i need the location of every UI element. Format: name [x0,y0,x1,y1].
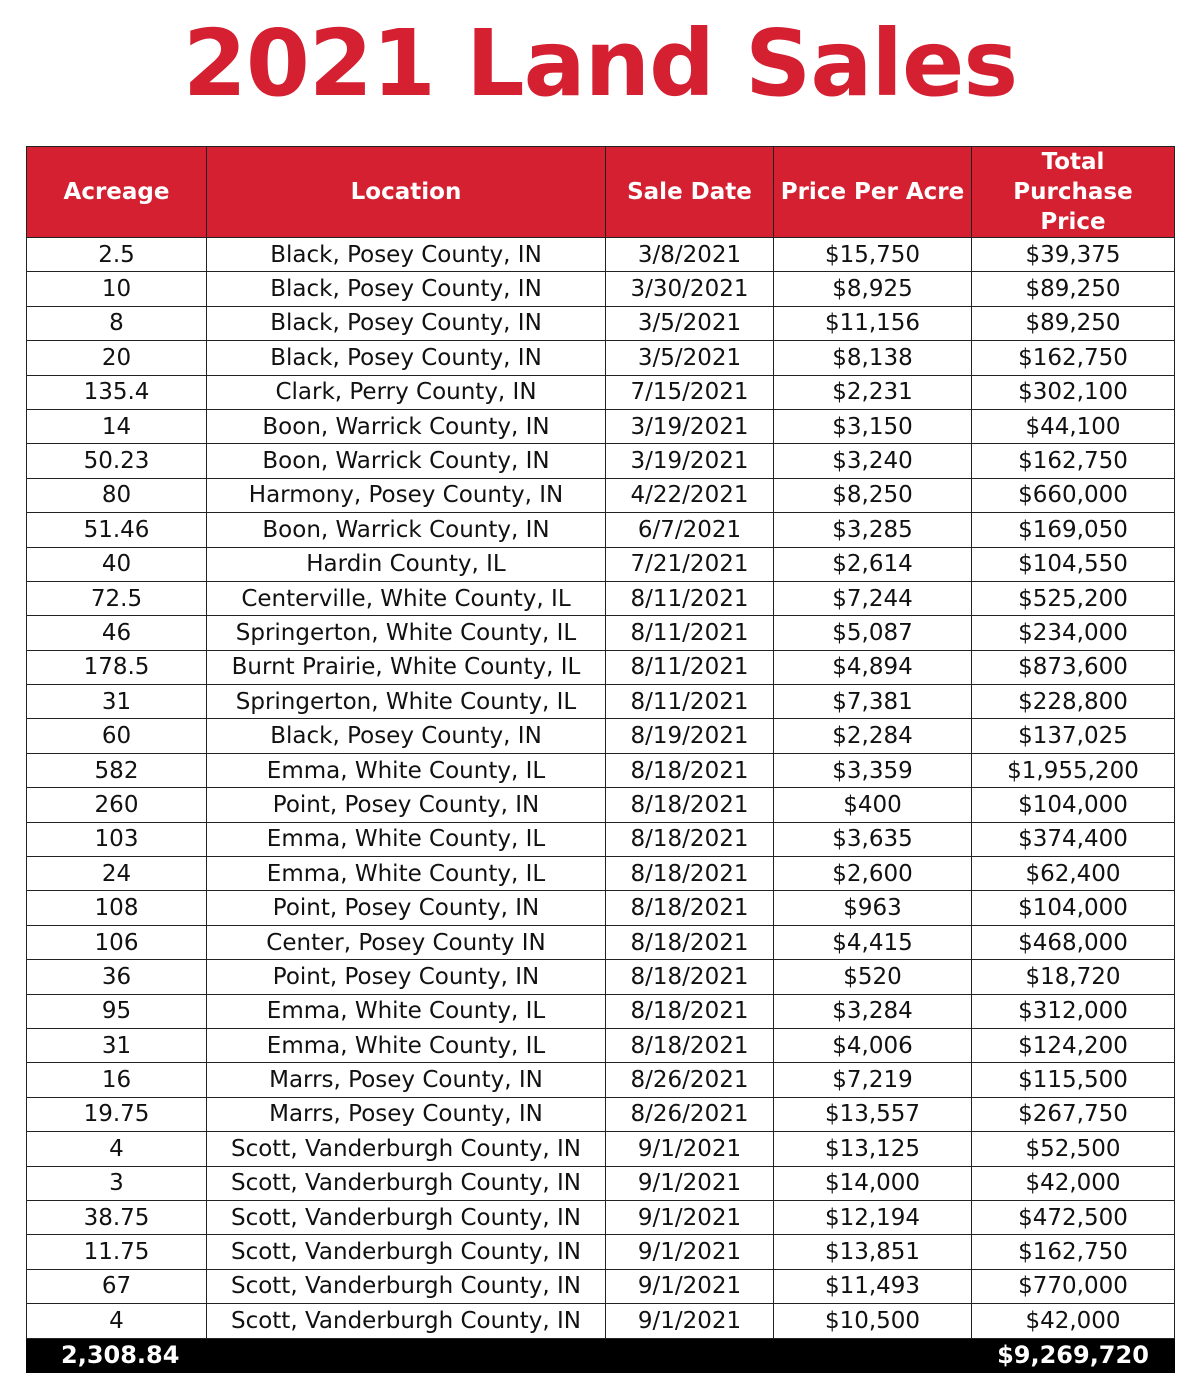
cell-acreage: 46 [27,616,207,650]
total-blank-cell [774,1338,972,1372]
cell-total-purchase-price: $137,025 [972,719,1175,753]
table-row [27,960,1175,994]
cell-location: Emma, White County, IL [207,753,606,787]
cell-price-per-acre: $5,087 [774,616,972,650]
cell-location: Scott, Vanderburgh County, IN [207,1200,606,1234]
cell-sale-date: 3/19/2021 [606,409,774,443]
cell-price-per-acre: $3,285 [774,513,972,547]
table-row [27,891,1175,925]
cell-price-per-acre: $2,614 [774,547,972,581]
cell-acreage: 31 [27,685,207,719]
cell-total-purchase-price: $89,250 [972,306,1175,340]
cell-price-per-acre: $3,635 [774,822,972,856]
cell-acreage: 72.5 [27,581,207,615]
table-row [27,547,1175,581]
cell-sale-date: 8/26/2021 [606,1097,774,1131]
cell-acreage: 8 [27,306,207,340]
table-row [27,272,1175,306]
cell-acreage: 20 [27,341,207,375]
cell-location: Scott, Vanderburgh County, IN [207,1166,606,1200]
cell-sale-date: 8/11/2021 [606,650,774,684]
table-row [27,306,1175,340]
cell-location: Point, Posey County, IN [207,891,606,925]
cell-sale-date: 8/26/2021 [606,1063,774,1097]
cell-price-per-acre: $520 [774,960,972,994]
cell-location: Emma, White County, IL [207,822,606,856]
cell-acreage: 80 [27,478,207,512]
cell-total-purchase-price: $234,000 [972,616,1175,650]
cell-price-per-acre: $3,359 [774,753,972,787]
table-row [27,822,1175,856]
header-location: Location [207,147,606,238]
cell-acreage: 24 [27,857,207,891]
table-row [27,753,1175,787]
cell-total-purchase-price: $228,800 [972,685,1175,719]
cell-total-purchase-price: $18,720 [972,960,1175,994]
cell-total-purchase-price: $104,000 [972,891,1175,925]
table-row [27,1166,1175,1200]
cell-location: Center, Posey County IN [207,925,606,959]
table-row [27,994,1175,1028]
cell-total-purchase-price: $115,500 [972,1063,1175,1097]
cell-acreage: 51.46 [27,513,207,547]
cell-sale-date: 8/18/2021 [606,994,774,1028]
table-body [27,238,1175,1339]
cell-acreage: 178.5 [27,650,207,684]
cell-sale-date: 3/19/2021 [606,444,774,478]
cell-total-purchase-price: $770,000 [972,1269,1175,1303]
cell-sale-date: 8/18/2021 [606,857,774,891]
cell-location: Emma, White County, IL [207,857,606,891]
cell-sale-date: 8/11/2021 [606,685,774,719]
cell-location: Scott, Vanderburgh County, IN [207,1304,606,1338]
table-row [27,925,1175,959]
table-row [27,1200,1175,1234]
cell-sale-date: 3/8/2021 [606,238,774,272]
cell-acreage: 14 [27,409,207,443]
cell-total-purchase-price: $660,000 [972,478,1175,512]
cell-price-per-acre: $4,894 [774,650,972,684]
cell-total-purchase-price: $267,750 [972,1097,1175,1131]
cell-price-per-acre: $2,284 [774,719,972,753]
table-row [27,444,1175,478]
cell-acreage: 36 [27,960,207,994]
cell-sale-date: 8/18/2021 [606,1028,774,1062]
cell-price-per-acre: $10,500 [774,1304,972,1338]
cell-sale-date: 3/30/2021 [606,272,774,306]
cell-location: Burnt Prairie, White County, IL [207,650,606,684]
cell-price-per-acre: $400 [774,788,972,822]
cell-acreage: 95 [27,994,207,1028]
cell-location: Harmony, Posey County, IN [207,478,606,512]
cell-acreage: 4 [27,1132,207,1166]
cell-price-per-acre: $13,851 [774,1235,972,1269]
cell-sale-date: 9/1/2021 [606,1132,774,1166]
cell-total-purchase-price: $162,750 [972,341,1175,375]
land-sales-table [26,146,1175,1373]
cell-price-per-acre: $7,244 [774,581,972,615]
cell-price-per-acre: $3,240 [774,444,972,478]
cell-total-purchase-price: $162,750 [972,1235,1175,1269]
total-acreage: 2,308.84 [27,1338,207,1372]
table-row [27,1132,1175,1166]
cell-location: Springerton, White County, IL [207,685,606,719]
cell-price-per-acre: $963 [774,891,972,925]
cell-total-purchase-price: $42,000 [972,1166,1175,1200]
cell-sale-date: 3/5/2021 [606,341,774,375]
cell-price-per-acre: $11,156 [774,306,972,340]
cell-sale-date: 8/11/2021 [606,616,774,650]
cell-sale-date: 8/18/2021 [606,788,774,822]
table-row [27,341,1175,375]
cell-price-per-acre: $13,557 [774,1097,972,1131]
cell-location: Marrs, Posey County, IN [207,1097,606,1131]
cell-sale-date: 8/18/2021 [606,960,774,994]
cell-sale-date: 9/1/2021 [606,1200,774,1234]
cell-acreage: 50.23 [27,444,207,478]
cell-price-per-acre: $3,150 [774,409,972,443]
cell-total-purchase-price: $374,400 [972,822,1175,856]
cell-acreage: 11.75 [27,1235,207,1269]
header-row [27,147,1175,238]
cell-price-per-acre: $12,194 [774,1200,972,1234]
cell-total-purchase-price: $525,200 [972,581,1175,615]
cell-location: Clark, Perry County, IN [207,375,606,409]
cell-sale-date: 9/1/2021 [606,1269,774,1303]
cell-location: Emma, White County, IL [207,1028,606,1062]
cell-location: Point, Posey County, IN [207,960,606,994]
cell-acreage: 2.5 [27,238,207,272]
cell-price-per-acre: $4,415 [774,925,972,959]
cell-acreage: 4 [27,1304,207,1338]
cell-total-purchase-price: $873,600 [972,650,1175,684]
table-row [27,513,1175,547]
cell-location: Boon, Warrick County, IN [207,513,606,547]
cell-price-per-acre: $8,925 [774,272,972,306]
cell-sale-date: 8/18/2021 [606,822,774,856]
table-row [27,719,1175,753]
cell-sale-date: 7/21/2021 [606,547,774,581]
cell-sale-date: 8/18/2021 [606,891,774,925]
cell-sale-date: 9/1/2021 [606,1166,774,1200]
cell-acreage: 60 [27,719,207,753]
cell-acreage: 38.75 [27,1200,207,1234]
cell-acreage: 10 [27,272,207,306]
cell-acreage: 31 [27,1028,207,1062]
cell-sale-date: 8/18/2021 [606,753,774,787]
cell-price-per-acre: $3,284 [774,994,972,1028]
table-row [27,581,1175,615]
cell-price-per-acre: $14,000 [774,1166,972,1200]
cell-acreage: 3 [27,1166,207,1200]
cell-total-purchase-price: $44,100 [972,409,1175,443]
total-purchase-price: $9,269,720 [972,1338,1175,1372]
cell-total-purchase-price: $104,000 [972,788,1175,822]
cell-acreage: 67 [27,1269,207,1303]
page-title: 2021 Land Sales [182,10,1018,117]
header-total-purchase-price: Total Purchase Price [972,147,1175,238]
cell-total-purchase-price: $124,200 [972,1028,1175,1062]
totals-row [27,1338,1175,1372]
table-row [27,1269,1175,1303]
cell-total-purchase-price: $468,000 [972,925,1175,959]
total-blank-cell [606,1338,774,1372]
table-row [27,375,1175,409]
table-row [27,650,1175,684]
header-price-per-acre: Price Per Acre [774,147,972,238]
cell-sale-date: 9/1/2021 [606,1235,774,1269]
cell-price-per-acre: $13,125 [774,1132,972,1166]
cell-price-per-acre: $7,219 [774,1063,972,1097]
cell-price-per-acre: $11,493 [774,1269,972,1303]
cell-location: Black, Posey County, IN [207,306,606,340]
cell-acreage: 103 [27,822,207,856]
cell-sale-date: 8/18/2021 [606,925,774,959]
cell-acreage: 108 [27,891,207,925]
cell-acreage: 582 [27,753,207,787]
cell-sale-date: 8/19/2021 [606,719,774,753]
cell-sale-date: 4/22/2021 [606,478,774,512]
table-row [27,616,1175,650]
cell-total-purchase-price: $89,250 [972,272,1175,306]
cell-location: Centerville, White County, IL [207,581,606,615]
cell-total-purchase-price: $169,050 [972,513,1175,547]
table-row [27,1028,1175,1062]
cell-sale-date: 3/5/2021 [606,306,774,340]
cell-total-purchase-price: $162,750 [972,444,1175,478]
cell-price-per-acre: $7,381 [774,685,972,719]
table-row [27,409,1175,443]
cell-total-purchase-price: $312,000 [972,994,1175,1028]
table-row [27,1063,1175,1097]
cell-sale-date: 8/11/2021 [606,581,774,615]
total-blank-cell [207,1338,606,1372]
cell-location: Point, Posey County, IN [207,788,606,822]
table-row [27,788,1175,822]
cell-location: Scott, Vanderburgh County, IN [207,1132,606,1166]
cell-total-purchase-price: $1,955,200 [972,753,1175,787]
cell-location: Boon, Warrick County, IN [207,409,606,443]
cell-sale-date: 7/15/2021 [606,375,774,409]
table-row [27,1235,1175,1269]
table-row [27,685,1175,719]
header-acreage: Acreage [27,147,207,238]
cell-location: Hardin County, IL [207,547,606,581]
cell-location: Black, Posey County, IN [207,719,606,753]
cell-acreage: 16 [27,1063,207,1097]
cell-price-per-acre: $15,750 [774,238,972,272]
cell-location: Black, Posey County, IN [207,272,606,306]
cell-location: Springerton, White County, IL [207,616,606,650]
table-row [27,857,1175,891]
cell-total-purchase-price: $472,500 [972,1200,1175,1234]
cell-total-purchase-price: $42,000 [972,1304,1175,1338]
cell-sale-date: 9/1/2021 [606,1304,774,1338]
cell-location: Scott, Vanderburgh County, IN [207,1235,606,1269]
cell-location: Black, Posey County, IN [207,341,606,375]
cell-location: Marrs, Posey County, IN [207,1063,606,1097]
cell-location: Black, Posey County, IN [207,238,606,272]
cell-acreage: 40 [27,547,207,581]
cell-acreage: 19.75 [27,1097,207,1131]
cell-total-purchase-price: $62,400 [972,857,1175,891]
header-sale-date: Sale Date [606,147,774,238]
cell-location: Scott, Vanderburgh County, IN [207,1269,606,1303]
cell-price-per-acre: $8,138 [774,341,972,375]
cell-price-per-acre: $4,006 [774,1028,972,1062]
cell-acreage: 260 [27,788,207,822]
table-row [27,238,1175,272]
cell-acreage: 135.4 [27,375,207,409]
cell-total-purchase-price: $104,550 [972,547,1175,581]
table-row [27,1304,1175,1338]
cell-total-purchase-price: $302,100 [972,375,1175,409]
cell-total-purchase-price: $39,375 [972,238,1175,272]
table-row [27,478,1175,512]
cell-acreage: 106 [27,925,207,959]
cell-price-per-acre: $2,231 [774,375,972,409]
cell-location: Emma, White County, IL [207,994,606,1028]
cell-sale-date: 6/7/2021 [606,513,774,547]
cell-price-per-acre: $8,250 [774,478,972,512]
cell-total-purchase-price: $52,500 [972,1132,1175,1166]
cell-location: Boon, Warrick County, IN [207,444,606,478]
cell-price-per-acre: $2,600 [774,857,972,891]
table-row [27,1097,1175,1131]
